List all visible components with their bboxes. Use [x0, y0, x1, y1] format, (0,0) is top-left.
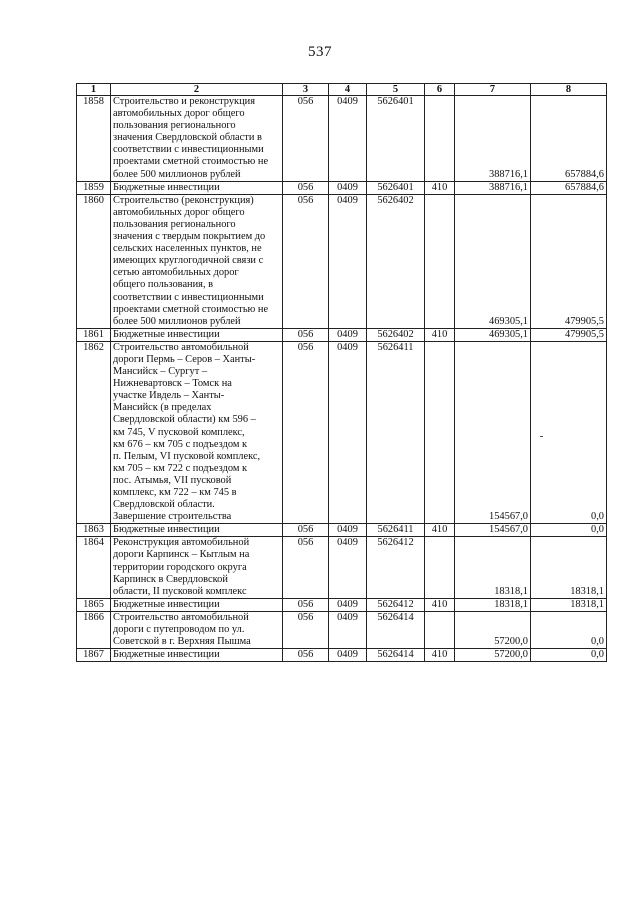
- target-code-cell: 5626414: [367, 649, 425, 662]
- row-name-cell: Бюджетные инвестиции: [111, 524, 283, 537]
- scan-mark: [540, 436, 543, 437]
- header-cell-2: 2: [111, 84, 283, 96]
- expense-type-cell: [425, 96, 455, 182]
- row-number-cell: 1864: [77, 537, 111, 598]
- expense-type-cell: 410: [425, 524, 455, 537]
- row-number-cell: 1860: [77, 194, 111, 328]
- amount-col8-cell: 0,0: [531, 524, 607, 537]
- table-row: [77, 181, 607, 194]
- header-cell-8: 8: [531, 84, 607, 96]
- row-number-cell: 1861: [77, 328, 111, 341]
- amount-col7-cell: 154567,0: [455, 524, 531, 537]
- row-number-cell: 1859: [77, 181, 111, 194]
- amount-col7-cell: 154567,0: [455, 341, 531, 523]
- target-code-cell: 5626412: [367, 598, 425, 611]
- expense-type-cell: 410: [425, 328, 455, 341]
- amount-col7-cell: 57200,0: [455, 611, 531, 648]
- row-number-cell: 1867: [77, 649, 111, 662]
- header-cell-6: 6: [425, 84, 455, 96]
- header-cell-5: 5: [367, 84, 425, 96]
- expense-type-cell: 410: [425, 598, 455, 611]
- row-name-cell: Строительство и реконструкция автомобильных дорог общего пользования регионального значения Свердловской области в соответствии с инвестиционными проектами сметной стоимостью не более 500 миллионов рублей: [111, 96, 283, 182]
- expense-type-cell: 410: [425, 181, 455, 194]
- header-row: [77, 84, 607, 96]
- table-row: [77, 341, 607, 523]
- amount-col8-cell: 0,0: [531, 341, 607, 523]
- row-name-cell: Бюджетные инвестиции: [111, 649, 283, 662]
- amount-col7-cell: 469305,1: [455, 194, 531, 328]
- table-row: [77, 537, 607, 598]
- row-number-cell: 1863: [77, 524, 111, 537]
- admin-code-cell: 056: [283, 524, 329, 537]
- table-row: [77, 524, 607, 537]
- row-name-cell: Строительство автомобильной дороги Пермь – Серов – Ханты- Мансийск – Сургут – Нижневартовск – Томск на участке Ивдель – Ханты- Мансийск (в пределах Свердловской области) км 596 – км 745, V пусковой комплекс, км 676 – км 705 с подъездом к п. Пелым, VI пусковой комплекс, км 705 – км 722 с подъездом к пос. Атымья, VII пусковой комплекс, км 722 – км 745 в Свердловской области. Завершение строительства: [111, 341, 283, 523]
- admin-code-cell: 056: [283, 341, 329, 523]
- table-row: [77, 611, 607, 648]
- section-code-cell: 0409: [329, 537, 367, 598]
- header-cell-4: 4: [329, 84, 367, 96]
- table-row: [77, 328, 607, 341]
- admin-code-cell: 056: [283, 194, 329, 328]
- section-code-cell: 0409: [329, 611, 367, 648]
- admin-code-cell: 056: [283, 181, 329, 194]
- amount-col7-cell: 57200,0: [455, 649, 531, 662]
- expense-type-cell: [425, 194, 455, 328]
- admin-code-cell: 056: [283, 649, 329, 662]
- admin-code-cell: 056: [283, 598, 329, 611]
- target-code-cell: 5626414: [367, 611, 425, 648]
- target-code-cell: 5626412: [367, 537, 425, 598]
- target-code-cell: 5626411: [367, 524, 425, 537]
- amount-col8-cell: 0,0: [531, 649, 607, 662]
- row-number-cell: 1858: [77, 96, 111, 182]
- section-code-cell: 0409: [329, 181, 367, 194]
- admin-code-cell: 056: [283, 96, 329, 182]
- admin-code-cell: 056: [283, 611, 329, 648]
- target-code-cell: 5626401: [367, 96, 425, 182]
- row-name-cell: Реконструкция автомобильной дороги Карпинск – Кытлым на территории городского округа Карпинск в Свердловской области, II пусковой комплекс: [111, 537, 283, 598]
- table-row: [77, 194, 607, 328]
- amount-col8-cell: 657884,6: [531, 181, 607, 194]
- section-code-cell: 0409: [329, 96, 367, 182]
- row-name-cell: Бюджетные инвестиции: [111, 598, 283, 611]
- target-code-cell: 5626401: [367, 181, 425, 194]
- header-cell-3: 3: [283, 84, 329, 96]
- row-name-cell: Строительство (реконструкция) автомобильных дорог общего пользования регионального значения с твердым покрытием до сельских населенных пунктов, не имеющих круглогодичной связи с сетью автомобильных дорог общего пользования, в соответствии с инвестиционными проектами сметной стоимостью не более 500 миллионов рублей: [111, 194, 283, 328]
- amount-col8-cell: 0,0: [531, 611, 607, 648]
- table-row: [77, 598, 607, 611]
- expense-type-cell: 410: [425, 649, 455, 662]
- amount-col7-cell: 388716,1: [455, 96, 531, 182]
- amount-col8-cell: 657884,6: [531, 96, 607, 182]
- page-number: 537: [308, 44, 332, 60]
- amount-col8-cell: 18318,1: [531, 598, 607, 611]
- budget-table: [76, 83, 607, 662]
- expense-type-cell: [425, 611, 455, 648]
- row-number-cell: 1866: [77, 611, 111, 648]
- table-row: [77, 649, 607, 662]
- expense-type-cell: [425, 341, 455, 523]
- row-name-cell: Бюджетные инвестиции: [111, 328, 283, 341]
- amount-col8-cell: 18318,1: [531, 537, 607, 598]
- amount-col7-cell: 388716,1: [455, 181, 531, 194]
- row-name-cell: Строительство автомобильной дороги с путепроводом по ул. Советской в г. Верхняя Пышма: [111, 611, 283, 648]
- header-cell-7: 7: [455, 84, 531, 96]
- target-code-cell: 5626411: [367, 341, 425, 523]
- amount-col8-cell: 479905,5: [531, 194, 607, 328]
- row-number-cell: 1865: [77, 598, 111, 611]
- section-code-cell: 0409: [329, 194, 367, 328]
- section-code-cell: 0409: [329, 341, 367, 523]
- amount-col7-cell: 18318,1: [455, 537, 531, 598]
- expense-type-cell: [425, 537, 455, 598]
- table-row: [77, 96, 607, 182]
- admin-code-cell: 056: [283, 328, 329, 341]
- section-code-cell: 0409: [329, 328, 367, 341]
- section-code-cell: 0409: [329, 649, 367, 662]
- amount-col7-cell: 18318,1: [455, 598, 531, 611]
- amount-col8-cell: 479905,5: [531, 328, 607, 341]
- row-number-cell: 1862: [77, 341, 111, 523]
- target-code-cell: 5626402: [367, 194, 425, 328]
- section-code-cell: 0409: [329, 524, 367, 537]
- admin-code-cell: 056: [283, 537, 329, 598]
- section-code-cell: 0409: [329, 598, 367, 611]
- amount-col7-cell: 469305,1: [455, 328, 531, 341]
- row-name-cell: Бюджетные инвестиции: [111, 181, 283, 194]
- header-cell-1: 1: [77, 84, 111, 96]
- target-code-cell: 5626402: [367, 328, 425, 341]
